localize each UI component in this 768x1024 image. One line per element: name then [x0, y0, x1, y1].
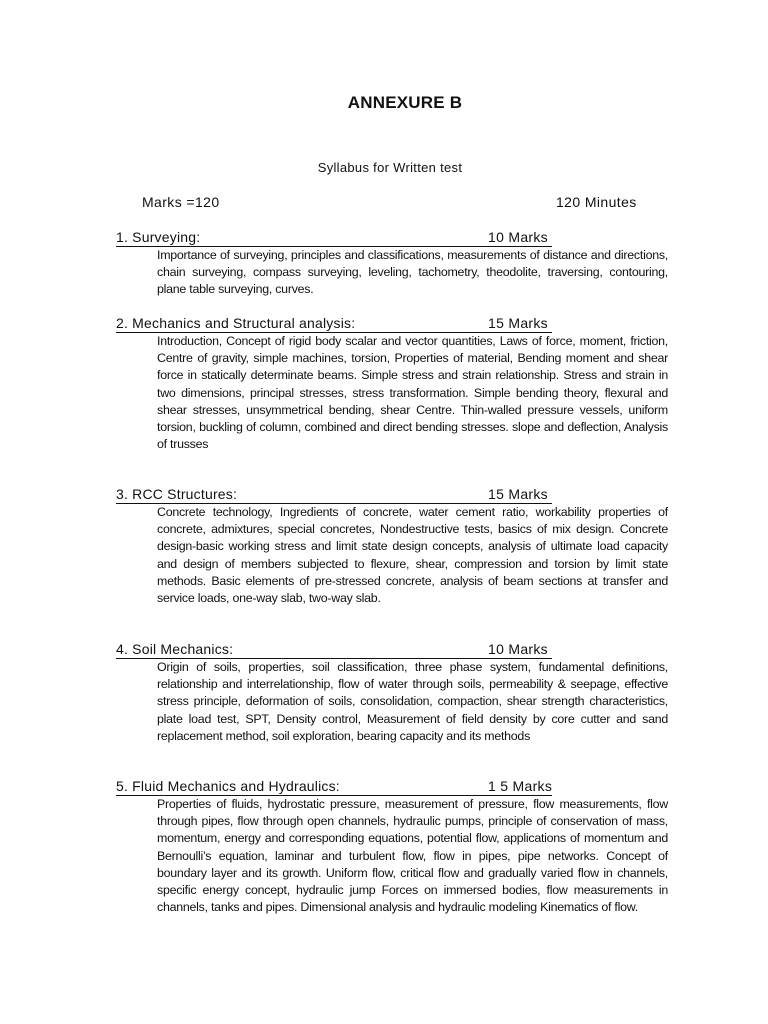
section-heading — [116, 641, 672, 659]
section-rcc-structures — [116, 486, 672, 607]
page-subtitle: Syllabus for Written test — [317, 160, 463, 175]
section-marks: 10 Marks — [488, 229, 548, 245]
section-body: Properties of fluids, hydrostatic pressure, measurement of pressure, flow measurements, flow through pipes, flow through open channels, hydraulic pumps, principle of conservation of mass, momentum, energy and corresponding equations, potential flow, applications of momentum and Bernoulli’s equation, laminar and turbulent flow, flow in pipes, pipe networks. Concept of boundary layer and its growth. Uniform flow, critical flow and gradually varied flow in channels, specific energy concept, hydraulic jump Forces on immersed bodies, flow measurements in channels, tanks and pipes. Dimensional analysis and hydraulic modeling Kinematics of flow. — [157, 797, 668, 915]
section-body: Importance of surveying, principles and classifications, measurements of distance and directions, chain surveying, compass surveying, leveling, tachometry, theodolite, traversing, contouring, plane table surveying, curves. — [157, 248, 668, 297]
section-mechanics — [116, 315, 672, 453]
section-marks: 15 Marks — [488, 315, 548, 331]
section-body: Origin of soils, properties, soil classification, three phase system, fundamental definitions, relationship and interrelationship, flow of water through soils, permeability & seepage, effective stress principle, deformation of soils, consolidation, compaction, shear strength characteristics, plate load test, SPT, Density control, Measurement of field density by core cutter and sand replacement method, soil exploration, bearing capacity and its methods — [157, 660, 668, 743]
section-title: 5. Fluid Mechanics and Hydraulics: — [116, 778, 340, 794]
section-title: 3. RCC Structures: — [116, 486, 238, 502]
page-title: ANNEXURE B — [347, 93, 463, 112]
test-duration: 120 Minutes — [556, 194, 637, 210]
section-marks: 15 Marks — [488, 486, 548, 502]
section-heading — [116, 315, 672, 333]
section-soil-mechanics — [116, 641, 672, 745]
section-marks: 1 5 Marks — [488, 778, 553, 794]
section-heading — [116, 778, 672, 796]
section-title: 4. Soil Mechanics: — [116, 641, 234, 657]
section-heading — [116, 229, 672, 247]
section-body: Introduction, Concept of rigid body scalar and vector quantities, Laws of force, moment, friction, Centre of gravity, simple machines, torsion, Properties of material, Bending moment and shear force in statically determinate beams. Simple stress and strain relationship. Stress and strain in two dimensions, principal stresses, stress transformation. Simple bending theory, flexural and shear stresses, unsymmetrical bending, shear Centre. Thin-walled pressure vessels, uniform torsion, buckling of column, combined and direct bending stresses. slope and deflection, Analysis of trusses — [157, 334, 668, 452]
section-title: 1. Surveying: — [116, 229, 201, 245]
section-marks: 10 Marks — [488, 641, 548, 657]
total-marks: Marks =120 — [142, 194, 220, 210]
section-fluid-mechanics — [116, 778, 672, 916]
section-surveying — [116, 229, 672, 299]
section-heading — [116, 486, 672, 504]
section-body: Concrete technology, Ingredients of concrete, water cement ratio, workability properties of concrete, admixtures, special concretes, Nondestructive tests, basics of mix design. Concrete design-basic working stress and limit state design concepts, analysis of ultimate load capacity and design of members subjected to flexure, shear, compression and torsion by limit state methods. Basic elements of pre-stressed concrete, analysis of beam sections at transfer and service loads, one-way slab, two-way slab. — [157, 505, 668, 606]
section-title: 2. Mechanics and Structural analysis: — [116, 315, 356, 331]
